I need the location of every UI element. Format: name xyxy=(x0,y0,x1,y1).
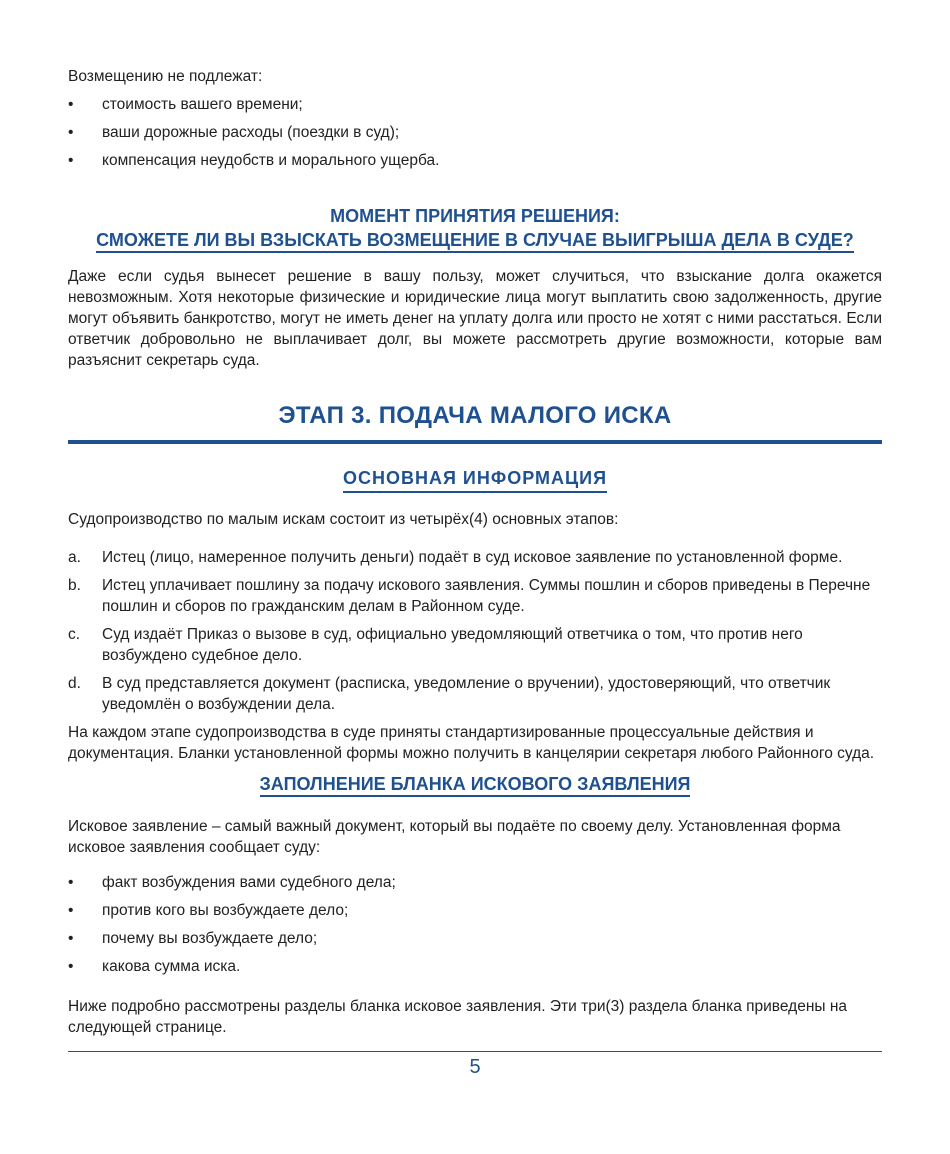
decision-heading xyxy=(68,204,882,252)
decision-paragraph: Даже если судья вынесет решение в вашу пользу, может случиться, что взыскание долга окажется невозможным. Хотя некоторые физические и юридические лица могут выплатить свою задолженность, другие могут объявить банкротство, могут не иметь денег на уплату долга или просто не хотят с ними расстаться. Если ответчик добровольно не выплачивает долг, вы можете рассмотреть другие возможности, которые вам разъяснит секретарь суда. xyxy=(68,268,882,369)
stages-list xyxy=(68,547,882,715)
bullet-icon: • xyxy=(68,152,74,169)
bullet-icon: • xyxy=(68,930,74,947)
page-number: 5 xyxy=(469,1056,481,1078)
page xyxy=(68,0,882,1079)
list-item: b. Истец уплачивает пошлину за подачу искового заявления. Суммы пошлин и сборов приведены в Перечне пошлин и сборов по гражданским делам в Районном суде. xyxy=(68,577,871,615)
bullet-icon: • xyxy=(68,958,74,975)
intro-bullet-list xyxy=(68,94,882,171)
bullet-icon: • xyxy=(68,902,74,919)
form-heading: ЗАПОЛНЕНИЕ БЛАНКА ИСКОВОГО ЗАЯВЛЕНИЯ xyxy=(68,772,882,796)
form-bullet-list xyxy=(68,872,882,977)
basic-info-lead: Судопроизводство по малым искам состоит из четырёх(4) основных этапов: xyxy=(68,511,619,528)
bullet-icon: • xyxy=(68,124,74,141)
basic-info-closing: На каждом этапе судопроизводства в суде приняты стандартизированные процессуальные действия и документация. Бланки установленной формы можно получить в канцелярии секретаря любого Районного суда. xyxy=(68,724,875,762)
bullet-icon: • xyxy=(68,874,74,891)
list-item: • против кого вы возбуждаете дело; xyxy=(68,902,349,919)
bullet-icon: • xyxy=(68,96,74,113)
form-lead: Исковое заявление – самый важный документ, который вы подаёте по своему делу. Установленная форма исковое заявления сообщает суду: xyxy=(68,818,841,856)
list-item: • почему вы возбуждаете дело; xyxy=(68,930,318,947)
list-item: c. Суд издаёт Приказ о вызове в суд, официально уведомляющий ответчика о том, что против него возбуждено судебное дело. xyxy=(68,626,803,664)
list-item: • ваши дорожные расходы (поездки в суд); xyxy=(68,124,400,141)
list-item: a. Истец (лицо, намеренное получить деньги) подаёт в суд исковое заявление по установленной форме. xyxy=(68,549,843,566)
list-item: • стоимость вашего времени; xyxy=(68,96,303,113)
list-item: • факт возбуждения вами судебного дела; xyxy=(68,874,396,891)
decision-heading-line2: СМОЖЕТЕ ЛИ ВЫ ВЗЫСКАТЬ ВОЗМЕЩЕНИЕ В СЛУЧАЕ ВЫИГРЫША ДЕЛА В СУДЕ? xyxy=(96,230,854,253)
list-item: d. В суд представляется документ (расписка, уведомление о вручении), удостоверяющий, что ответчик уведомлён о возбуждении дела. xyxy=(68,675,831,713)
stage-title: ЭТАП 3. ПОДАЧА МАЛОГО ИСКА xyxy=(278,402,672,429)
basic-info-heading: ОСНОВНАЯ ИНФОРМАЦИЯ xyxy=(68,468,882,489)
intro-lead: Возмещению не подлежат: xyxy=(68,68,263,85)
list-item: • какова сумма иска. xyxy=(68,958,241,975)
form-closing: Ниже подробно рассмотрены разделы бланка исковое заявления. Эти три(3) раздела бланка приведены на следующей странице. xyxy=(68,998,848,1036)
decision-heading-line1: МОМЕНТ ПРИНЯТИЯ РЕШЕНИЯ: xyxy=(330,206,620,226)
list-item: • компенсация неудобств и морального ущерба. xyxy=(68,152,440,169)
